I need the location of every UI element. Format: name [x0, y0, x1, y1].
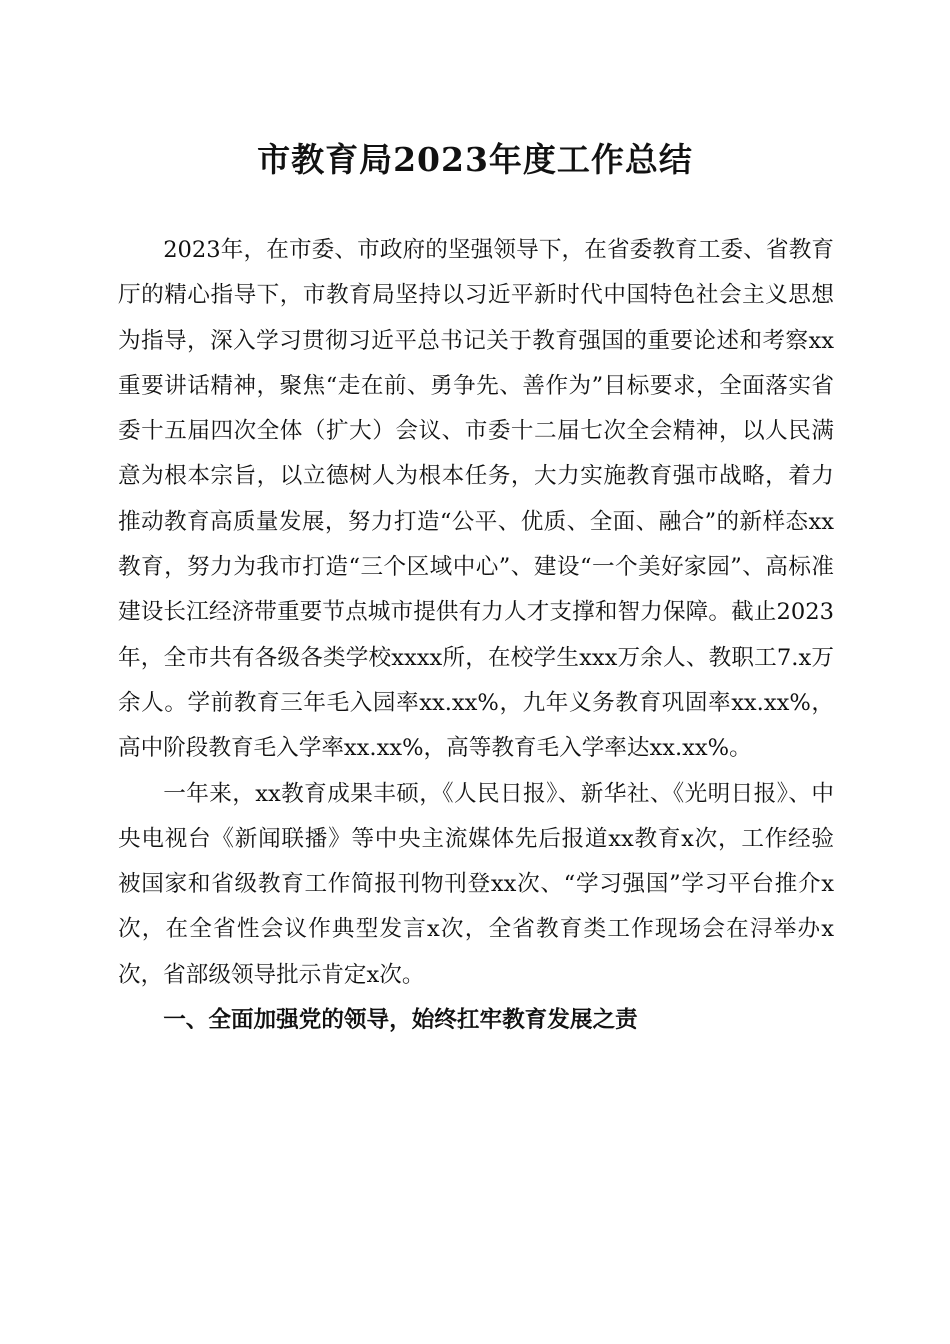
document-body	[118, 228, 834, 1043]
document-title: 市教育局2023年度工作总结	[257, 140, 693, 179]
achievements-paragraph: 一年来，xx教育成果丰硕，《人民日报》、新华社、《光明日报》、中央电视台《新闻联播》等中央主流媒体先后报道xx教育x次，工作经验被国家和省级教育工作简报刊物刊登xx次、“学习强国”学习平台推介x次，在全省性会议作典型发言x次，全省教育类工作现场会在浔举办x次，省部级领导批示肯定x次。	[118, 780, 834, 988]
intro-paragraph: 2023年，在市委、市政府的坚强领导下，在省委教育工委、省教育厅的精心指导下，市教育局坚持以习近平新时代中国特色社会主义思想为指导，深入学习贯彻习近平总书记关于教育强国的重要论述和考察xx重要讲话精神，聚焦“走在前、勇争先、善作为”目标要求，全面落实省委十五届四次全体（扩大）会议、市委十二届七次全会精神，以人民满意为根本宗旨，以立德树人为根本任务，大力实施教育强市战略，着力推动教育高质量发展，努力打造“公平、优质、全面、融合”的新样态xx教育，努力为我市打造“三个区域中心”、建设“一个美好家园”、高标准建设长江经济带重要节点城市提供有力人才支撑和智力保障。截止2023年，全市共有各级各类学校xxxx所，在校学生xxx万余人、教职工7.x万余人。学前教育三年毛入园率xx.xx%，九年义务教育巩固率xx.xx%，高中阶段教育毛入学率xx.xx%，高等教育毛入学率达xx.xx%。	[118, 237, 834, 762]
section-heading: 一、全面加强党的领导，始终扛牢教育发展之责	[163, 1007, 638, 1034]
